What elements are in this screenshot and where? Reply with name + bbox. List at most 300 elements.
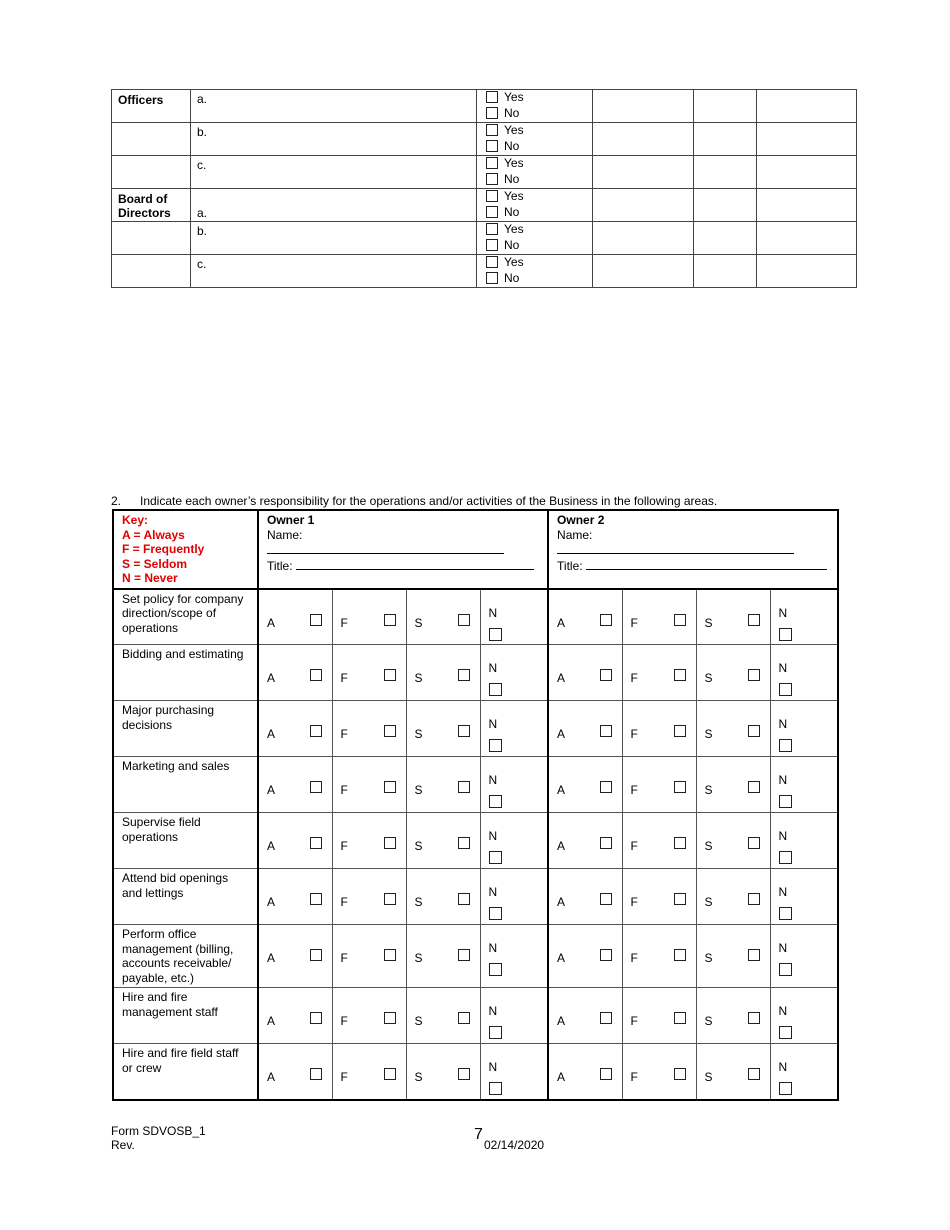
question-text: Indicate each owner’s responsibility for the operations and/or activities of the Business in the following areas. xyxy=(140,494,718,508)
rating-letter: A xyxy=(267,951,276,965)
owner-1-rating-cell xyxy=(332,813,406,869)
owner-2-rating-checkbox[interactable] xyxy=(779,963,792,976)
owner-1-rating-cell xyxy=(480,1044,548,1100)
yes-no-cell xyxy=(477,90,593,123)
owner-1-rating-cell xyxy=(332,1044,406,1100)
owner-1-rating-cell xyxy=(406,925,480,988)
owner-2-rating-checkbox[interactable] xyxy=(674,781,686,793)
rating-letter: N xyxy=(778,885,788,899)
entry-cell[interactable] xyxy=(593,255,694,288)
rating-letter: F xyxy=(340,1070,348,1084)
rating-letter: F xyxy=(630,1014,638,1028)
owner-1-rating-cell xyxy=(406,988,480,1044)
owner-1-rating-checkbox[interactable] xyxy=(310,725,322,737)
owner-2-rating-checkbox[interactable] xyxy=(600,1068,612,1080)
rating-letter: A xyxy=(557,839,566,853)
owner-1-rating-cell xyxy=(332,988,406,1044)
no-checkbox[interactable] xyxy=(486,107,498,119)
owner-2-rating-checkbox[interactable] xyxy=(674,1012,686,1024)
owner-2-rating-checkbox[interactable] xyxy=(748,837,760,849)
owner-2-title-field[interactable] xyxy=(586,558,827,570)
entry-cell[interactable] xyxy=(757,123,857,156)
owner-2-rating-checkbox[interactable] xyxy=(748,781,760,793)
owner-1-rating-checkbox[interactable] xyxy=(458,837,470,849)
no-label: No xyxy=(504,238,520,252)
rating-letter: S xyxy=(414,951,423,965)
owner-2-rating-cell xyxy=(696,645,770,701)
owner-2-rating-cell xyxy=(622,988,696,1044)
rating-letter: N xyxy=(778,717,788,731)
table-row xyxy=(112,156,857,189)
rating-letter: N xyxy=(778,941,788,955)
question-number: 2. xyxy=(111,494,122,508)
owner-2-rating-checkbox[interactable] xyxy=(779,851,792,864)
owner-2-rating-checkbox[interactable] xyxy=(674,669,686,681)
rating-letter: A xyxy=(267,895,276,909)
rating-letter: F xyxy=(340,671,348,685)
rating-letter: F xyxy=(340,895,348,909)
owner-1-rating-checkbox[interactable] xyxy=(489,851,502,864)
revision-date: 02/14/2020 xyxy=(484,1138,545,1152)
responsibility-area-label: Major purchasing decisions xyxy=(113,701,258,757)
rating-letter: N xyxy=(778,605,788,620)
rating-letter: S xyxy=(704,727,713,741)
rating-letter: A xyxy=(267,615,276,630)
entry-cell[interactable] xyxy=(694,90,757,123)
yes-checkbox[interactable] xyxy=(486,190,498,202)
rating-letter: A xyxy=(557,727,566,741)
owner-1-rating-cell xyxy=(406,869,480,925)
owner-2-rating-checkbox[interactable] xyxy=(600,1012,612,1024)
owner-2-rating-checkbox[interactable] xyxy=(600,614,612,626)
owner-2-rating-cell xyxy=(770,701,838,757)
owner-2-rating-checkbox[interactable] xyxy=(674,614,686,626)
no-label: No xyxy=(504,172,520,186)
owner-2-rating-cell xyxy=(622,1044,696,1100)
yes-checkbox[interactable] xyxy=(486,256,498,268)
owner-1-rating-checkbox[interactable] xyxy=(458,949,470,961)
owner-2-rating-checkbox[interactable] xyxy=(779,739,792,752)
owner-1-rating-cell xyxy=(406,757,480,813)
group-label: Board of Directors xyxy=(112,189,191,222)
no-checkbox[interactable] xyxy=(486,206,498,218)
rating-letter: N xyxy=(778,773,788,787)
rating-letter: N xyxy=(488,885,498,899)
owner-1-rating-cell xyxy=(258,757,332,813)
owner-2-rating-cell xyxy=(622,589,696,645)
owner-2-rating-checkbox[interactable] xyxy=(674,1068,686,1080)
no-checkbox[interactable] xyxy=(486,140,498,152)
key-never: N = Never xyxy=(122,571,178,585)
owner-1-rating-checkbox[interactable] xyxy=(384,614,396,626)
owner-2-rating-checkbox[interactable] xyxy=(748,669,760,681)
entry-cell[interactable] xyxy=(593,156,694,189)
yes-label: Yes xyxy=(504,255,524,269)
group-label xyxy=(112,222,191,255)
row-letter: a. xyxy=(191,189,477,222)
owner-1-rating-checkbox[interactable] xyxy=(458,893,470,905)
yes-label: Yes xyxy=(504,123,524,137)
responsibility-row xyxy=(113,869,838,925)
entry-cell[interactable] xyxy=(757,90,857,123)
owner-1-rating-cell xyxy=(332,925,406,988)
owner-2-name-field[interactable] xyxy=(557,542,794,554)
rating-letter: A xyxy=(267,783,276,797)
no-checkbox[interactable] xyxy=(486,173,498,185)
owner-2-rating-cell xyxy=(696,1044,770,1100)
owner-2-rating-cell xyxy=(696,988,770,1044)
rating-letter: A xyxy=(557,1070,566,1084)
form-rev: Rev. xyxy=(111,1138,135,1152)
responsibility-row xyxy=(113,757,838,813)
owner-2-rating-checkbox[interactable] xyxy=(600,725,612,737)
yes-label: Yes xyxy=(504,222,524,236)
no-label: No xyxy=(504,205,520,219)
owner-2-rating-checkbox[interactable] xyxy=(748,1068,760,1080)
owner-2-rating-checkbox[interactable] xyxy=(674,725,686,737)
owner-1-rating-checkbox[interactable] xyxy=(489,963,502,976)
rating-letter: F xyxy=(630,783,638,797)
responsibility-row xyxy=(113,589,838,645)
officers-directors-table xyxy=(111,89,857,288)
yes-no-cell xyxy=(477,255,593,288)
owner-1-rating-checkbox[interactable] xyxy=(384,1068,396,1080)
row-letter: b. xyxy=(191,222,477,255)
owner-2-rating-cell xyxy=(696,813,770,869)
owner-1-rating-checkbox[interactable] xyxy=(310,949,322,961)
group-label xyxy=(112,156,191,189)
rating-letter: F xyxy=(340,839,348,853)
owner-1-rating-checkbox[interactable] xyxy=(489,907,502,920)
table-row xyxy=(112,189,857,222)
owner-1-rating-cell xyxy=(480,645,548,701)
responsibility-row xyxy=(113,1044,838,1100)
form-name: Form SDVOSB_1 xyxy=(111,1124,206,1138)
yes-no-cell xyxy=(477,189,593,222)
owner-1-rating-cell xyxy=(480,925,548,988)
rating-letter: N xyxy=(488,661,498,675)
row-letter: c. xyxy=(191,255,477,288)
responsibility-row xyxy=(113,645,838,701)
owner-1-rating-checkbox[interactable] xyxy=(458,669,470,681)
owner-1-rating-cell xyxy=(406,813,480,869)
entry-cell[interactable] xyxy=(757,189,857,222)
rating-letter: F xyxy=(340,951,348,965)
owner-1-rating-cell xyxy=(258,869,332,925)
owner-1-rating-checkbox[interactable] xyxy=(310,893,322,905)
entry-cell[interactable] xyxy=(694,156,757,189)
row-letter: c. xyxy=(191,156,477,189)
rating-letter: S xyxy=(704,671,713,685)
owner-2-rating-cell xyxy=(696,757,770,813)
table-row xyxy=(112,123,857,156)
rating-letter: N xyxy=(778,1060,788,1074)
owner-2-rating-cell xyxy=(770,988,838,1044)
owner-2-rating-cell xyxy=(548,757,622,813)
owner-1-header xyxy=(258,510,548,589)
owner-2-rating-checkbox[interactable] xyxy=(779,1026,792,1039)
owner-1-rating-cell xyxy=(406,1044,480,1100)
owner-1-rating-cell xyxy=(258,589,332,645)
owner-1-rating-checkbox[interactable] xyxy=(458,1012,470,1024)
responsibility-row xyxy=(113,813,838,869)
owner-2-rating-checkbox[interactable] xyxy=(600,893,612,905)
group-label: Officers xyxy=(112,90,191,123)
owner-2-title: Owner 2 xyxy=(557,513,605,527)
owner-1-rating-cell xyxy=(332,589,406,645)
rating-letter: F xyxy=(630,895,638,909)
owner-1-rating-cell xyxy=(406,645,480,701)
owner-2-rating-cell xyxy=(770,1044,838,1100)
rating-key xyxy=(113,510,258,589)
owner-1-rating-checkbox[interactable] xyxy=(458,725,470,737)
rating-letter: S xyxy=(414,1070,423,1084)
rating-letter: S xyxy=(414,783,423,797)
group-label xyxy=(112,255,191,288)
owner-1-rating-checkbox[interactable] xyxy=(458,614,470,626)
owner-2-rating-cell xyxy=(548,589,622,645)
entry-cell[interactable] xyxy=(757,156,857,189)
table-row xyxy=(112,90,857,123)
rating-letter: S xyxy=(414,895,423,909)
owner-2-rating-cell xyxy=(548,645,622,701)
owner-1-name-label: Name: xyxy=(267,527,303,542)
owner-2-rating-cell xyxy=(548,701,622,757)
owner-1-rating-checkbox[interactable] xyxy=(384,949,396,961)
entry-cell[interactable] xyxy=(694,222,757,255)
rating-letter: A xyxy=(267,671,276,685)
owner-2-rating-checkbox[interactable] xyxy=(779,795,792,808)
rating-letter: S xyxy=(414,671,423,685)
no-label: No xyxy=(504,271,520,285)
owner-2-rating-cell xyxy=(770,925,838,988)
header-row xyxy=(113,510,838,589)
yes-checkbox[interactable] xyxy=(486,124,498,136)
entry-cell[interactable] xyxy=(694,189,757,222)
rating-letter: N xyxy=(488,717,498,731)
owner-1-rating-checkbox[interactable] xyxy=(458,781,470,793)
owner-1-rating-checkbox[interactable] xyxy=(384,1012,396,1024)
rating-letter: S xyxy=(414,1014,423,1028)
yes-no-cell xyxy=(477,156,593,189)
rating-letter: A xyxy=(267,727,276,741)
no-label: No xyxy=(504,139,520,153)
owner-1-rating-cell xyxy=(480,589,548,645)
rating-letter: F xyxy=(340,615,348,630)
rating-letter: F xyxy=(630,951,638,965)
responsibility-area-label: Hire and fire field staff or crew xyxy=(113,1044,258,1100)
rating-letter: N xyxy=(488,605,498,620)
rating-letter: A xyxy=(557,1014,566,1028)
owner-2-rating-checkbox[interactable] xyxy=(779,907,792,920)
entry-cell[interactable] xyxy=(593,123,694,156)
rating-letter: F xyxy=(630,727,638,741)
rating-letter: A xyxy=(557,671,566,685)
rating-letter: N xyxy=(778,1004,788,1018)
owner-2-rating-checkbox[interactable] xyxy=(748,725,760,737)
owner-1-rating-checkbox[interactable] xyxy=(489,628,502,641)
owner-2-header xyxy=(548,510,838,589)
rating-letter: S xyxy=(704,895,713,909)
group-label xyxy=(112,123,191,156)
owner-1-rating-checkbox[interactable] xyxy=(310,1012,322,1024)
responsibility-area-label: Attend bid openings and lettings xyxy=(113,869,258,925)
rating-letter: A xyxy=(557,615,566,630)
form-id xyxy=(111,1124,206,1152)
key-seldom: S = Seldom xyxy=(122,556,188,571)
rating-letter: F xyxy=(630,671,638,685)
owner-1-rating-checkbox[interactable] xyxy=(310,837,322,849)
entry-cell[interactable] xyxy=(757,222,857,255)
entry-cell[interactable] xyxy=(757,255,857,288)
row-letter: b. xyxy=(191,123,477,156)
owner-2-rating-checkbox[interactable] xyxy=(674,949,686,961)
owner-1-rating-checkbox[interactable] xyxy=(310,669,322,681)
owner-2-rating-checkbox[interactable] xyxy=(779,683,792,696)
yes-checkbox[interactable] xyxy=(486,157,498,169)
owner-1-rating-cell xyxy=(480,701,548,757)
owner-2-title-label: Title: xyxy=(557,558,583,573)
owner-2-rating-cell xyxy=(770,869,838,925)
entry-cell[interactable] xyxy=(694,255,757,288)
rating-letter: A xyxy=(267,1070,276,1084)
entry-cell[interactable] xyxy=(593,90,694,123)
rating-letter: N xyxy=(488,1004,498,1018)
no-label: No xyxy=(504,106,520,120)
owner-1-title-field[interactable] xyxy=(296,558,534,570)
owner-1-rating-checkbox[interactable] xyxy=(384,781,396,793)
key-frequently: F = Frequently xyxy=(122,542,205,556)
owner-1-rating-checkbox[interactable] xyxy=(384,725,396,737)
owner-2-rating-cell xyxy=(622,645,696,701)
owner-1-rating-cell xyxy=(480,869,548,925)
owner-1-rating-cell xyxy=(406,701,480,757)
entry-cell[interactable] xyxy=(593,189,694,222)
owner-1-rating-cell xyxy=(332,645,406,701)
rating-letter: S xyxy=(414,839,423,853)
owner-2-rating-checkbox[interactable] xyxy=(674,837,686,849)
owner-1-rating-cell xyxy=(258,925,332,988)
yes-no-cell xyxy=(477,222,593,255)
owner-2-rating-cell xyxy=(548,988,622,1044)
entry-cell[interactable] xyxy=(593,222,694,255)
owner-2-rating-cell xyxy=(548,1044,622,1100)
entry-cell[interactable] xyxy=(694,123,757,156)
responsibility-area-label: Marketing and sales xyxy=(113,757,258,813)
page-number: 7 xyxy=(474,1126,483,1143)
owner-1-rating-checkbox[interactable] xyxy=(310,1068,322,1080)
rating-letter: A xyxy=(557,951,566,965)
owner-1-name-field[interactable] xyxy=(267,542,504,554)
owner-1-rating-cell xyxy=(480,988,548,1044)
responsibility-row xyxy=(113,925,838,988)
owner-1-rating-checkbox[interactable] xyxy=(489,1082,502,1095)
rating-letter: F xyxy=(340,783,348,797)
table-row xyxy=(112,222,857,255)
owner-1-rating-checkbox[interactable] xyxy=(384,893,396,905)
owner-1-rating-cell xyxy=(258,1044,332,1100)
owner-2-rating-checkbox[interactable] xyxy=(674,893,686,905)
rating-letter: N xyxy=(488,941,498,955)
rating-letter: F xyxy=(630,1070,638,1084)
responsibility-row xyxy=(113,988,838,1044)
owner-2-rating-checkbox[interactable] xyxy=(748,614,760,626)
owner-2-rating-checkbox[interactable] xyxy=(600,949,612,961)
yes-checkbox[interactable] xyxy=(486,91,498,103)
no-checkbox[interactable] xyxy=(486,239,498,251)
owner-2-rating-checkbox[interactable] xyxy=(779,628,792,641)
owner-1-rating-cell xyxy=(258,813,332,869)
rating-letter: S xyxy=(704,1014,713,1028)
yes-label: Yes xyxy=(504,156,524,170)
owner-1-rating-cell xyxy=(258,701,332,757)
owner-2-rating-checkbox[interactable] xyxy=(748,949,760,961)
responsibility-row xyxy=(113,701,838,757)
owner-2-rating-cell xyxy=(622,701,696,757)
owner-2-rating-cell xyxy=(770,813,838,869)
owner-2-rating-cell xyxy=(622,925,696,988)
rating-letter: A xyxy=(557,783,566,797)
yes-checkbox[interactable] xyxy=(486,223,498,235)
owner-2-rating-checkbox[interactable] xyxy=(600,669,612,681)
owner-1-title: Owner 1 xyxy=(267,513,315,527)
owner-2-rating-cell xyxy=(548,869,622,925)
owner-1-rating-cell xyxy=(258,645,332,701)
rating-letter: F xyxy=(340,727,348,741)
rating-letter: N xyxy=(488,1060,498,1074)
owner-1-rating-checkbox[interactable] xyxy=(310,781,322,793)
owner-1-rating-checkbox[interactable] xyxy=(458,1068,470,1080)
owner-1-rating-checkbox[interactable] xyxy=(489,683,502,696)
owner-2-rating-cell xyxy=(770,645,838,701)
owner-1-rating-cell xyxy=(406,589,480,645)
owner-2-rating-checkbox[interactable] xyxy=(748,1012,760,1024)
rating-letter: S xyxy=(704,1070,713,1084)
owner-1-rating-checkbox[interactable] xyxy=(384,837,396,849)
row-letter: a. xyxy=(191,90,477,123)
rating-letter: S xyxy=(414,727,423,741)
owner-1-rating-checkbox[interactable] xyxy=(489,739,502,752)
owner-1-rating-checkbox[interactable] xyxy=(310,614,322,626)
owner-2-rating-checkbox[interactable] xyxy=(748,893,760,905)
rating-letter: A xyxy=(557,895,566,909)
owner-2-rating-cell xyxy=(770,757,838,813)
no-checkbox[interactable] xyxy=(486,272,498,284)
owner-2-rating-cell xyxy=(622,757,696,813)
owner-1-rating-checkbox[interactable] xyxy=(489,795,502,808)
rating-letter: N xyxy=(488,829,498,843)
owner-1-title-label: Title: xyxy=(267,558,293,573)
rating-letter: S xyxy=(704,783,713,797)
owner-2-rating-checkbox[interactable] xyxy=(779,1082,792,1095)
owner-2-rating-cell xyxy=(770,589,838,645)
owner-2-rating-checkbox[interactable] xyxy=(600,837,612,849)
owner-1-rating-cell xyxy=(332,701,406,757)
key-always: A = Always xyxy=(122,527,185,542)
responsibility-area-label: Set policy for company direction/scope of operations xyxy=(113,589,258,645)
question-2 xyxy=(111,494,871,508)
rating-letter: N xyxy=(488,773,498,787)
owner-1-rating-checkbox[interactable] xyxy=(489,1026,502,1039)
yes-label: Yes xyxy=(504,90,524,104)
owner-2-rating-checkbox[interactable] xyxy=(600,781,612,793)
owner-2-rating-cell xyxy=(548,813,622,869)
owner-2-rating-cell xyxy=(622,869,696,925)
table-row xyxy=(112,255,857,288)
owner-1-rating-checkbox[interactable] xyxy=(384,669,396,681)
yes-no-cell xyxy=(477,123,593,156)
owner-responsibility-table xyxy=(112,509,839,1101)
